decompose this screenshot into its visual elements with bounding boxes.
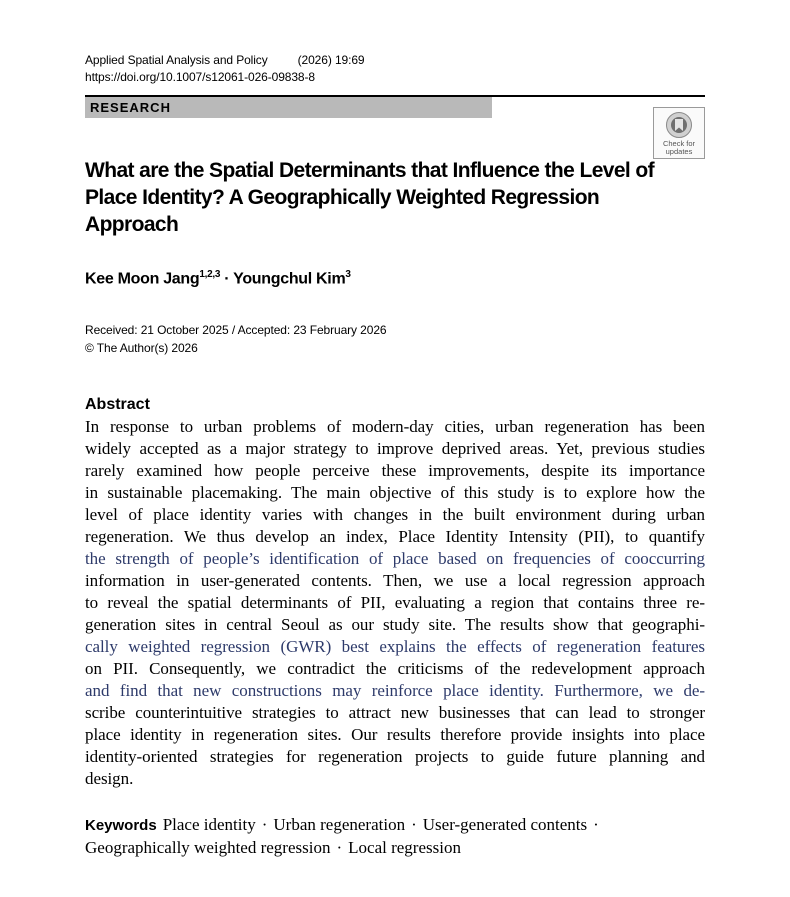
abstract-line: rarely examined how people perceive these improvements, despite its importance: [85, 461, 705, 480]
abstract-line: information in user-generated contents. Then, we use a local regression approach: [85, 571, 705, 590]
keywords-label: Keywords: [85, 817, 157, 834]
crossmark-line2: updates: [665, 147, 693, 156]
abstract-line: to reveal the spatial determinants of PII, evaluating a region that contains three re-: [85, 593, 705, 612]
check-for-updates-badge[interactable]: [653, 107, 705, 159]
publication-dates: [85, 321, 386, 357]
abstract-body: [85, 416, 705, 790]
abstract-line: In response to urban problems of modern-day cities, urban regeneration has been: [85, 417, 705, 436]
abstract-line: generation sites in central Seoul as our study site. The results show that geographi-: [85, 615, 705, 634]
abstract-line: identity-oriented strategies for regeneration projects to guide future planning and: [85, 747, 705, 766]
author-name[interactable]: Youngchul Kim: [233, 270, 346, 288]
abstract-line: level of place identity varies with changes in the built environment during urban: [85, 505, 705, 524]
received-accepted: Received: 21 October 2025 / Accepted: 23 February 2026: [85, 323, 387, 337]
doi-link[interactable]: https://doi.org/10.1007/s12061-026-09838-8: [85, 70, 315, 84]
section-label: RESEARCH: [85, 97, 492, 118]
keyword: Local regression: [348, 838, 461, 857]
author-separator: ·: [224, 270, 230, 288]
journal-header: [85, 52, 364, 86]
abstract-line: on PII. Consequently, we contradict the criticisms of the redevelopment approach: [85, 659, 705, 678]
abstract-line: and find that new constructions may reinforce place identity. Furthermore, we de-: [85, 681, 705, 700]
author-name[interactable]: Kee Moon Jang: [85, 270, 200, 288]
abstract-line: the strength of people’s identification of place based on frequencies of cooccurring: [85, 549, 705, 568]
abstract-line: cally weighted regression (GWR) best explains the effects of regeneration features: [85, 637, 705, 656]
crossmark-line1: Check for: [662, 139, 696, 148]
paper-title: What are the Spatial Determinants that Influence the Level of Place Identity? A Geographically Weighted Regression Approach: [85, 159, 655, 236]
keyword: Geographically weighted regression: [85, 838, 331, 857]
author-affiliation: 1,2,3: [199, 269, 221, 280]
abstract-heading: Abstract: [85, 396, 150, 413]
author-affiliation: 3: [345, 269, 351, 280]
keyword: Urban regeneration: [273, 815, 406, 834]
crossmark-icon: [664, 111, 694, 139]
abstract-line: regeneration. We thus develop an index, Place Identity Intensity (PII), to quantify: [85, 527, 705, 546]
abstract-line: place identity in regeneration sites. Our results therefore provide insights into place: [85, 725, 705, 744]
abstract-line: widely accepted as a major strategy to improve deprived areas. Yet, previous studies: [85, 439, 705, 458]
abstract-line: in sustainable placemaking. The main objective of this study is to explore how the: [85, 483, 705, 502]
author-list: [85, 269, 351, 288]
journal-name: Applied Spatial Analysis and Policy: [85, 53, 268, 67]
abstract-line: design.: [85, 769, 134, 788]
keyword-separator: ·: [411, 815, 417, 834]
keyword-separator: ·: [336, 838, 343, 857]
keyword: User-generated contents: [422, 815, 588, 834]
keyword: Place identity: [162, 815, 256, 834]
keyword-separator: ·: [593, 815, 599, 834]
keyword-separator: ·: [261, 815, 268, 834]
citation: (2026) 19:69: [297, 53, 365, 67]
abstract-line: scribe counterintuitive strategies to attract new businesses that can lead to stronger: [85, 703, 705, 722]
copyright: © The Author(s) 2026: [85, 341, 198, 355]
keywords: [85, 814, 705, 859]
